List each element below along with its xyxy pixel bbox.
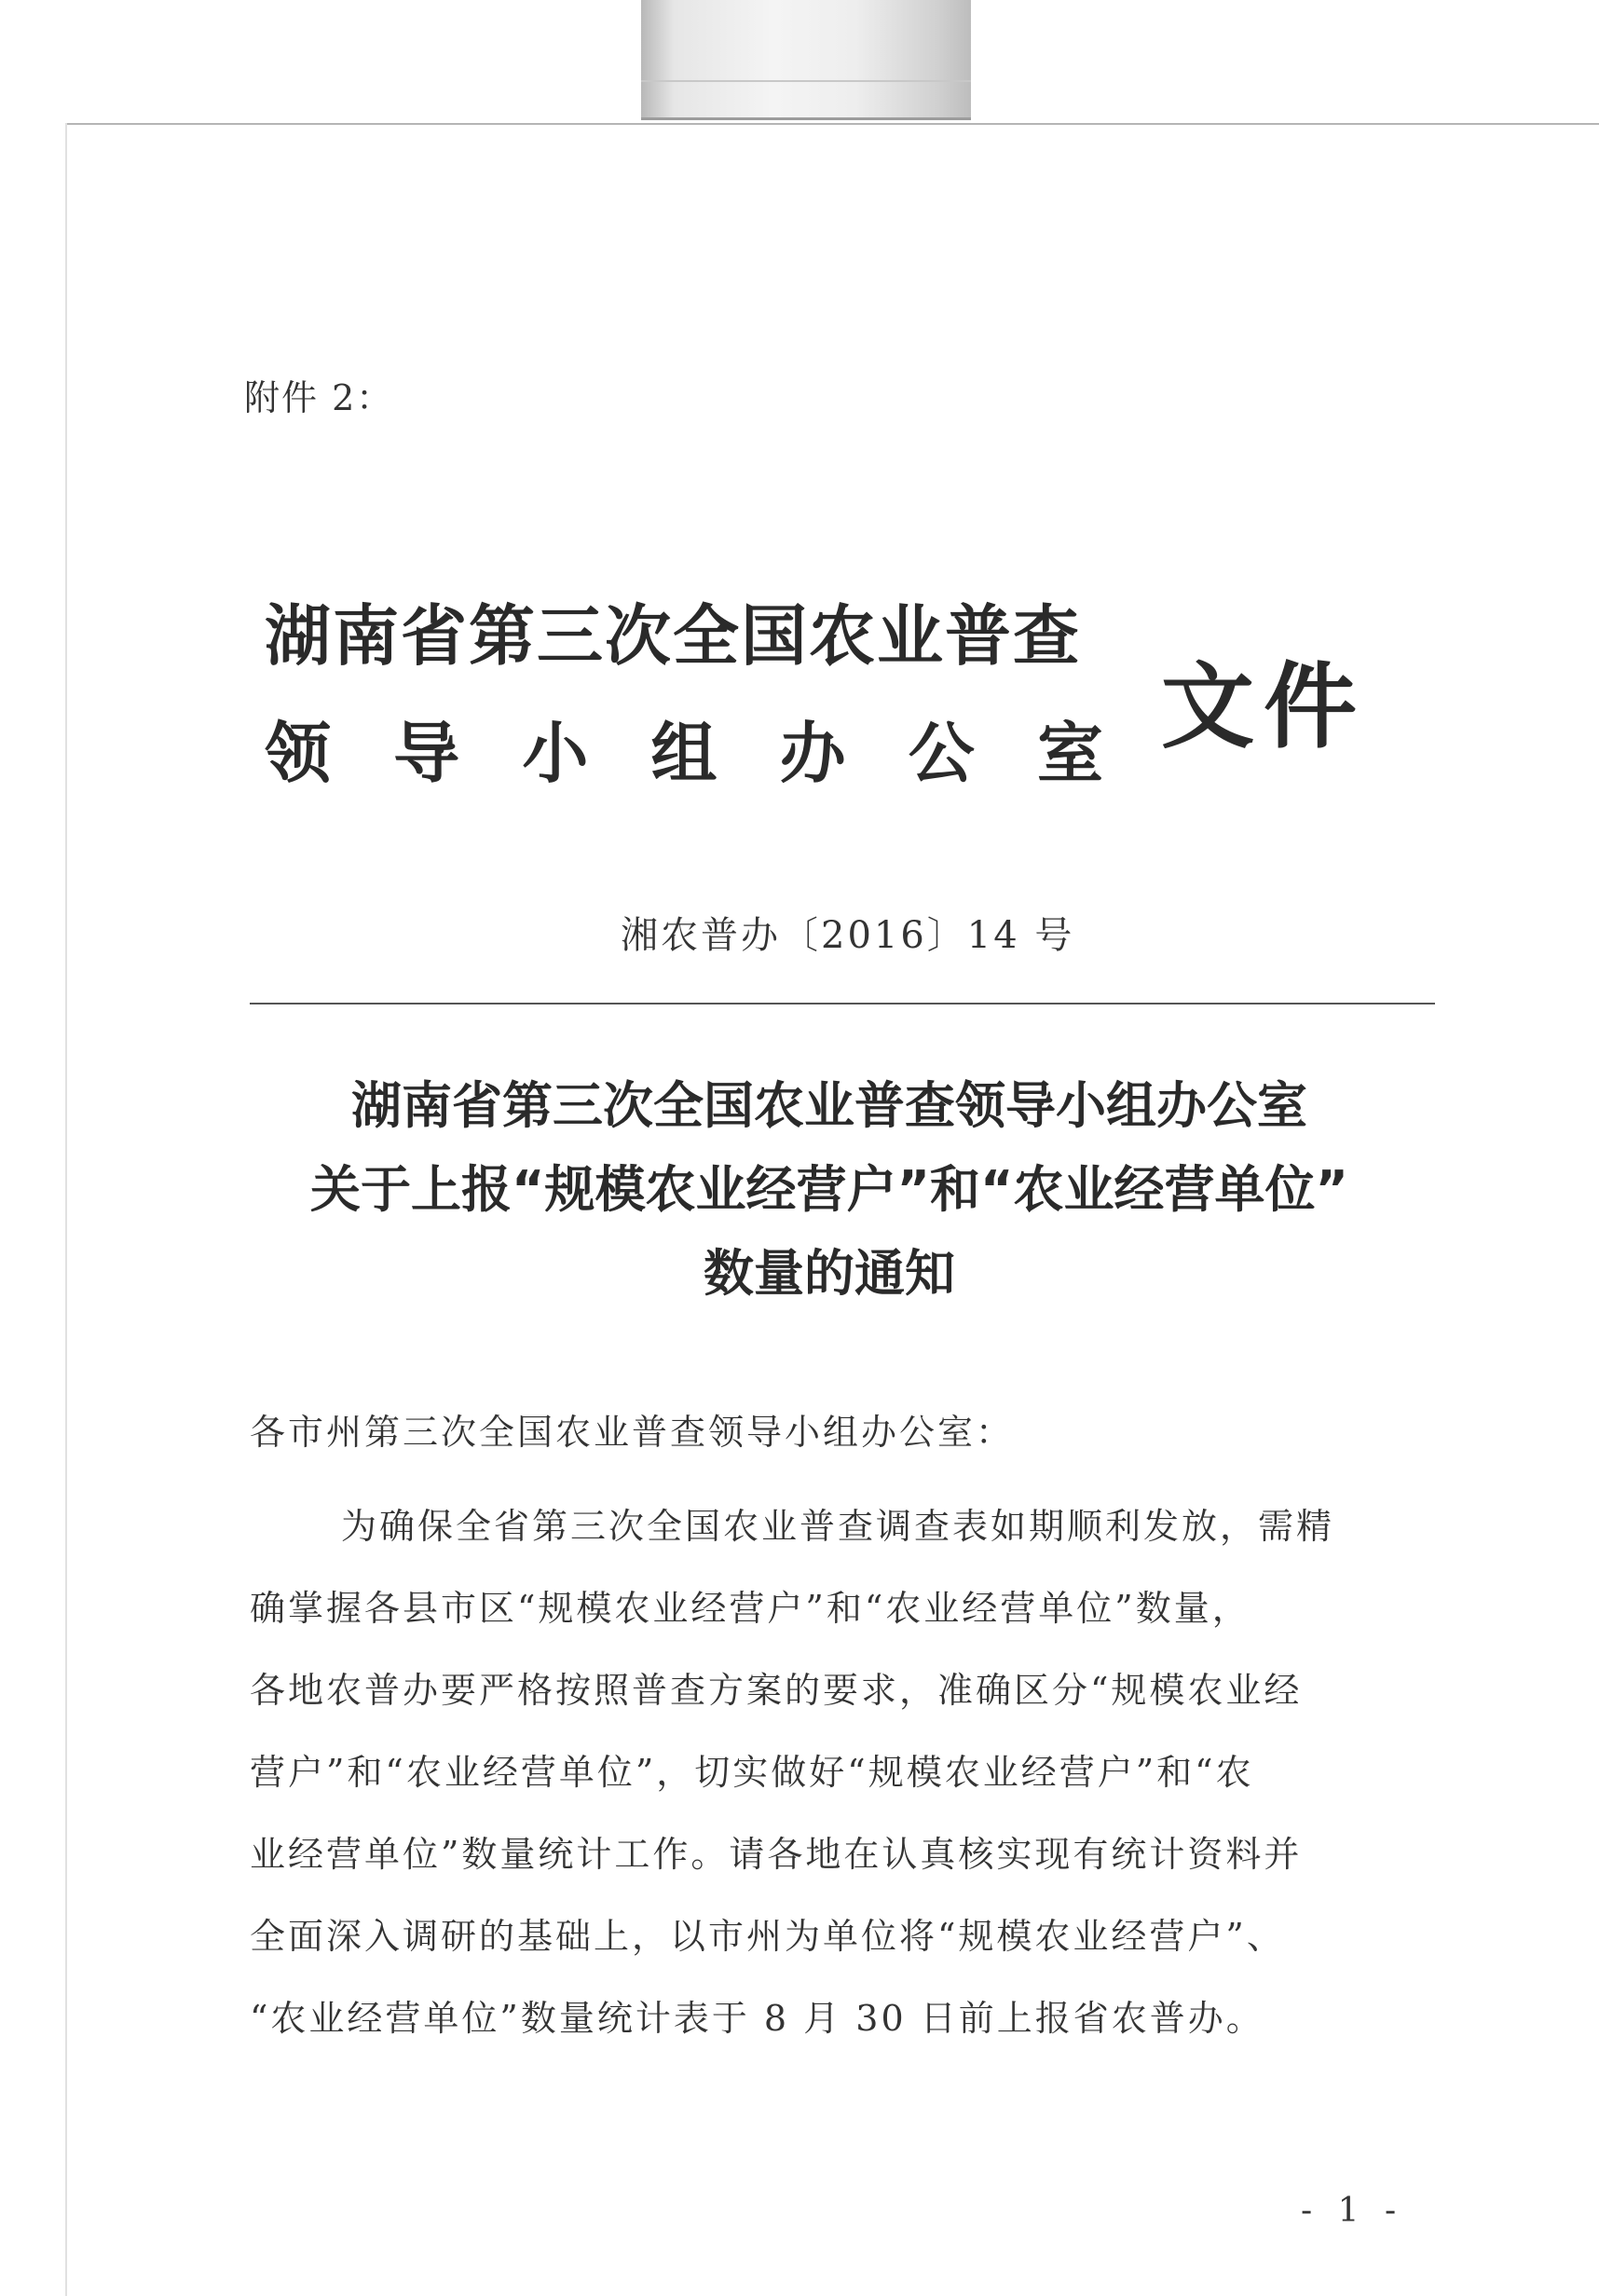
notice-title-line2: 关于上报“规模农业经营户”和“农业经营单位” (310, 1160, 1348, 1219)
issuer-char: 公 (908, 715, 975, 792)
issuer-name-line2 (265, 701, 1103, 796)
notice-title-line1: 湖南省第三次全国农业普查领导小组办公室 (351, 1076, 1307, 1135)
issuer-char: 室 (1036, 715, 1103, 792)
page-top-edge (65, 123, 1599, 125)
body-line: 确掌握各县市区“规模农业经营户”和“农业经营单位”数量， (250, 1588, 1250, 1629)
issuer-char: 组 (650, 715, 718, 792)
body-line: “农业经营单位”数量统计表于 8 月 30 日前上报省农普办。 (250, 1998, 1264, 2039)
issuer-char: 领 (265, 715, 332, 792)
body-line: 业经营单位”数量统计工作。请各地在认真核实现有统计资料并 (250, 1834, 1303, 1875)
notice-body (250, 1485, 1428, 2059)
page-left-edge (65, 123, 67, 2296)
attachment-label: 附件 2： (244, 377, 394, 418)
body-line: 为确保全省第三次全国农业普查调查表如期顺利发放，需精 (341, 1506, 1335, 1547)
issuer-char: 小 (522, 715, 589, 792)
issuer-char: 导 (393, 715, 460, 792)
issuer-char: 办 (779, 715, 846, 792)
notice-title (224, 1064, 1435, 1316)
issuer-name-line1: 湖南省第三次全国农业普查 (265, 597, 1082, 675)
notice-title-line3: 数量的通知 (704, 1244, 955, 1303)
body-line: 全面深入调研的基础上，以市州为单位将“规模农业经营户”、 (250, 1916, 1285, 1957)
scanner-clip (641, 0, 971, 120)
page-number: - 1 - (1301, 2192, 1404, 2230)
header-divider (250, 1003, 1435, 1004)
body-line: 营户”和“农业经营单位”，切实做好“规模农业经营户”和“农 (250, 1752, 1254, 1793)
document-word: 文件 (1161, 652, 1366, 761)
salutation: 各市州第三次全国农业普查领导小组办公室： (250, 1412, 1015, 1453)
body-line: 各地农普办要严格按照普查方案的要求，准确区分“规模农业经 (250, 1670, 1303, 1711)
document-number: 湘农普办〔2016〕14 号 (621, 914, 1075, 957)
